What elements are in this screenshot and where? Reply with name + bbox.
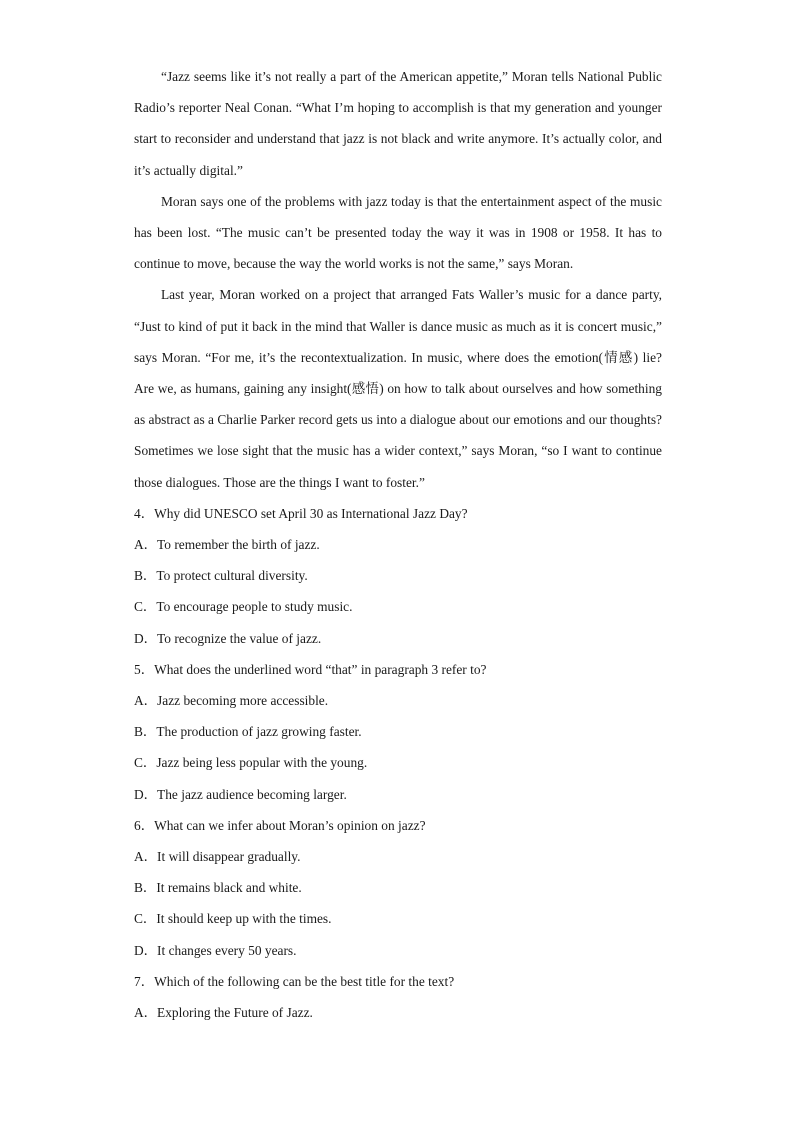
question-5 — [134, 654, 662, 810]
option-c: C．Jazz being less popular with the young. — [134, 755, 368, 771]
passage-paragraph-3: Last year, Moran worked on a project that arranged Fats Waller’s music for a dance party, “Just to kind of put it back in the mind that Waller is dance music as much as it is concert music,” says Moran. “For me, it’s the recontextualization. In music, where does the emotion(情感) lie? Are we, as humans, gaining any insight(感悟) on how to talk about ourselves and how something as abstract as a Charlie Parker record gets us into a dialogue about our emotions and our thoughts? Sometimes we lose sight that the music has a wider context,” says Moran, “so I want to continue those dialogues. Those are the things I want to foster.” — [134, 287, 662, 490]
passage-paragraph-2: Moran says one of the problems with jazz today is that the entertainment aspect of the music has been lost. “The music can’t be presented today the way it was in 1908 or 1958. It has to continue to move, because the way the world works is not the same,” says Moran. — [134, 193, 662, 272]
question-stem: 7．Which of the following can be the best title for the text? — [134, 973, 455, 989]
option-c: C．It should keep up with the times. — [134, 911, 332, 927]
option-b: B．To protect cultural diversity. — [134, 568, 308, 584]
option-d: D．It changes every 50 years. — [134, 942, 297, 958]
question-7 — [134, 966, 662, 1028]
question-stem: 5．What does the underlined word “that” in paragraph 3 refer to? — [134, 661, 487, 677]
option-b: B．It remains black and white. — [134, 880, 302, 896]
option-d: D．To recognize the value of jazz. — [134, 630, 322, 646]
question-stem: 6．What can we infer about Moran’s opinion on jazz? — [134, 817, 426, 833]
question-stem: 4．Why did UNESCO set April 30 as International Jazz Day? — [134, 505, 468, 521]
option-d: D．The jazz audience becoming larger. — [134, 786, 347, 802]
document-page — [134, 61, 662, 1028]
option-a: A．Exploring the Future of Jazz. — [134, 1005, 313, 1021]
question-6 — [134, 810, 662, 966]
option-b: B．The production of jazz growing faster. — [134, 724, 362, 740]
option-a: A．To remember the birth of jazz. — [134, 537, 320, 553]
passage-paragraph-1: “Jazz seems like it’s not really a part of the American appetite,” Moran tells National Public Radio’s reporter Neal Conan. “What I’m hoping to accomplish is that my generation and younger start to reconsider and understand that jazz is not black and write anymore. It’s actually color, and it’s actually digital.” — [134, 69, 662, 178]
option-a: A．It will disappear gradually. — [134, 849, 301, 865]
option-a: A．Jazz becoming more accessible. — [134, 693, 329, 709]
question-4 — [134, 498, 662, 654]
option-c: C．To encourage people to study music. — [134, 599, 353, 615]
